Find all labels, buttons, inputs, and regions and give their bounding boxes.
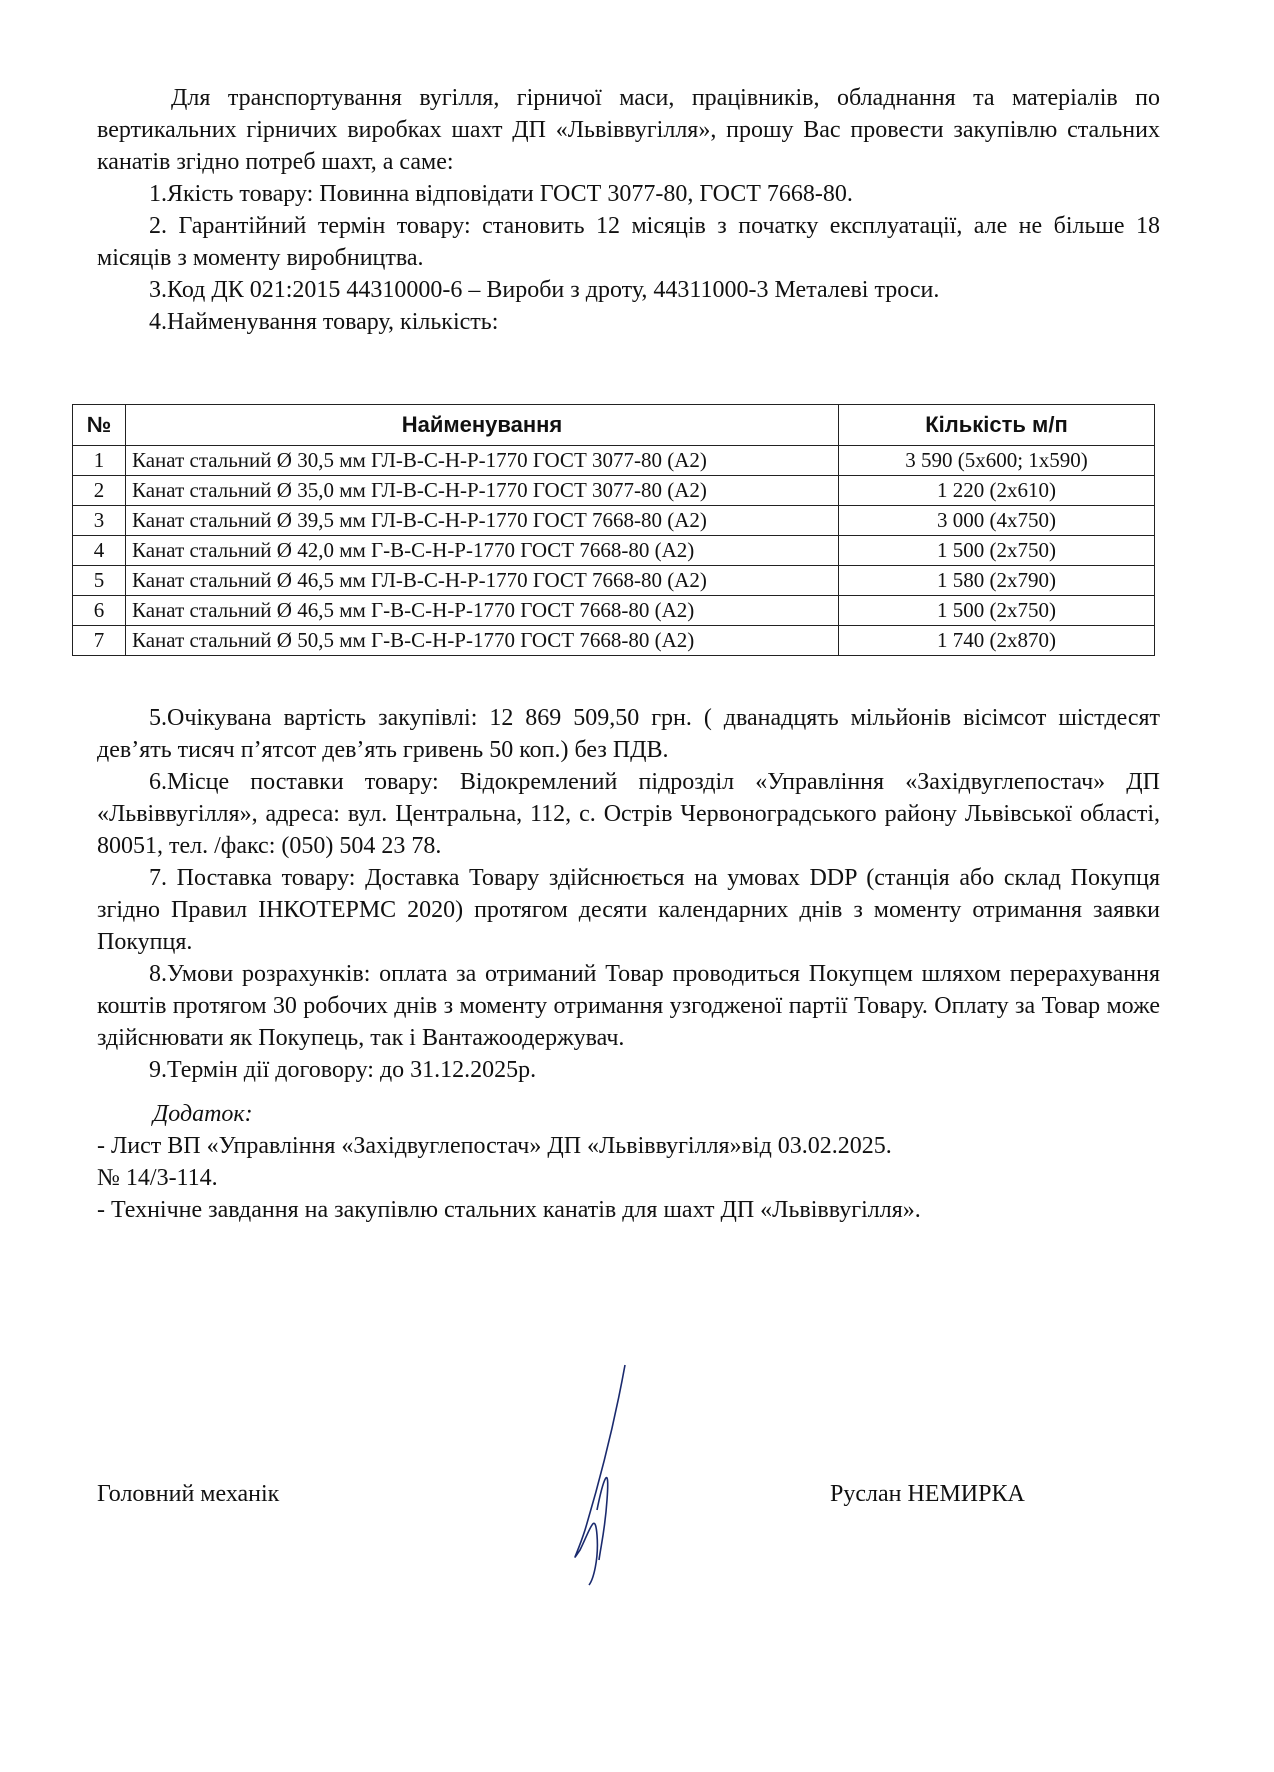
row-number: 1 bbox=[73, 446, 126, 476]
row-quantity: 1 580 (2х790) bbox=[839, 566, 1155, 596]
row-number: 3 bbox=[73, 506, 126, 536]
intro-paragraph: Для транспортування вугілля, гірничої маси, працівників, обладнання та матеріалів по вертикальних гірничих виробках шахт ДП «Львіввугілля», прошу Вас провести закупівлю стальних канатів згідно потреб шахт, а саме: bbox=[97, 85, 1160, 175]
delivery-terms-paragraph: 7. Поставка товару: Доставка Товару здійснюється на умовах DDP (станція або склад Покупця згідно Правил ІНКОТЕРМС 2020) протягом десяти календарних днів з моменту отримання заявки Покупця. bbox=[97, 865, 1160, 955]
table-row bbox=[73, 596, 1155, 626]
payment-paragraph: 8.Умови розрахунків: оплата за отриманий Товар проводиться Покупцем шляхом перерахування коштів протягом 30 робочих днів з моменту отримання узгодженої партії Товару. Оплату за Товар може здійснювати як Покупець, так і Вантажоодержувач. bbox=[97, 961, 1160, 1051]
contract-term-paragraph: 9.Термін дії договору: до 31.12.2025р. bbox=[149, 1057, 537, 1083]
attachment-item-1: - Лист ВП «Управління «Західвуглепостач» ДП «Львіввугілля»від 03.02.2025. bbox=[97, 1133, 892, 1159]
signer-name: Руслан НЕМИРКА bbox=[830, 1481, 1025, 1507]
row-quantity: 1 220 (2х610) bbox=[839, 476, 1155, 506]
attachment-item-1-number: № 14/3-114. bbox=[97, 1165, 218, 1191]
row-name: Канат стальний Ø 30,5 мм ГЛ-В-С-Н-Р-1770 ГОСТ 3077-80 (А2) bbox=[126, 446, 839, 476]
handwritten-signature bbox=[555, 1360, 645, 1600]
row-quantity: 1 500 (2х750) bbox=[839, 536, 1155, 566]
row-number: 7 bbox=[73, 626, 126, 656]
attachment-title: Додаток: bbox=[153, 1101, 253, 1127]
table-row bbox=[73, 506, 1155, 536]
row-quantity: 3 590 (5х600; 1х590) bbox=[839, 446, 1155, 476]
row-number: 4 bbox=[73, 536, 126, 566]
quality-paragraph: 1.Якість товару: Повинна відповідати ГОСТ 3077-80, ГОСТ 7668-80. bbox=[149, 181, 853, 207]
row-number: 2 bbox=[73, 476, 126, 506]
row-quantity: 1 500 (2х750) bbox=[839, 596, 1155, 626]
signer-position: Головний механік bbox=[97, 1481, 280, 1507]
attachment-item-2: - Технічне завдання на закупівлю стальних канатів для шахт ДП «Львіввугілля». bbox=[97, 1197, 921, 1223]
row-name: Канат стальний Ø 35,0 мм ГЛ-В-С-Н-Р-1770 ГОСТ 3077-80 (А2) bbox=[126, 476, 839, 506]
row-number: 5 bbox=[73, 566, 126, 596]
price-paragraph: 5.Очікувана вартість закупівлі: 12 869 509,50 грн. ( дванадцять мільйонів вісімсот шістдесят дев’ять тисяч п’ятсот дев’ять гривень 50 коп.) без ПДВ. bbox=[97, 705, 1160, 763]
table-row bbox=[73, 566, 1155, 596]
delivery-place-paragraph: 6.Місце поставки товару: Відокремлений підрозділ «Управління «Західвуглепостач» ДП «Львіввугілля», адреса: вул. Центральна, 112, с. Острів Червоноградського району Львівської області, 80051, тел. /факс: (050) 504 23 78. bbox=[97, 769, 1160, 859]
code-paragraph: 3.Код ДК 021:2015 44310000-6 – Вироби з дроту, 44311000-3 Металеві троси. bbox=[149, 277, 940, 303]
row-quantity: 1 740 (2х870) bbox=[839, 626, 1155, 656]
row-name: Канат стальний Ø 46,5 мм Г-В-С-Н-Р-1770 ГОСТ 7668-80 (А2) bbox=[126, 596, 839, 626]
terms-section bbox=[97, 702, 1160, 1226]
col-header-quantity: Кількість м/п bbox=[839, 405, 1155, 446]
row-name: Канат стальний Ø 39,5 мм ГЛ-В-С-Н-Р-1770 ГОСТ 7668-80 (А2) bbox=[126, 506, 839, 536]
table-row bbox=[73, 536, 1155, 566]
table-row bbox=[73, 446, 1155, 476]
document-body bbox=[97, 82, 1160, 338]
warranty-paragraph: 2. Гарантійний термін товару: становить 12 місяців з початку експлуатації, але не більше 18 місяців з моменту виробництва. bbox=[97, 213, 1160, 271]
row-name: Канат стальний Ø 46,5 мм ГЛ-В-С-Н-Р-1770 ГОСТ 7668-80 (А2) bbox=[126, 566, 839, 596]
table-header-row bbox=[73, 405, 1155, 446]
col-header-name: Найменування bbox=[126, 405, 839, 446]
items-heading: 4.Найменування товару, кількість: bbox=[149, 309, 499, 335]
table-row bbox=[73, 626, 1155, 656]
items-table bbox=[72, 404, 1155, 656]
table-row bbox=[73, 476, 1155, 506]
row-quantity: 3 000 (4х750) bbox=[839, 506, 1155, 536]
row-name: Канат стальний Ø 50,5 мм Г-В-С-Н-Р-1770 ГОСТ 7668-80 (А2) bbox=[126, 626, 839, 656]
row-number: 6 bbox=[73, 596, 126, 626]
row-name: Канат стальний Ø 42,0 мм Г-В-С-Н-Р-1770 ГОСТ 7668-80 (А2) bbox=[126, 536, 839, 566]
col-header-number: № bbox=[73, 405, 126, 446]
